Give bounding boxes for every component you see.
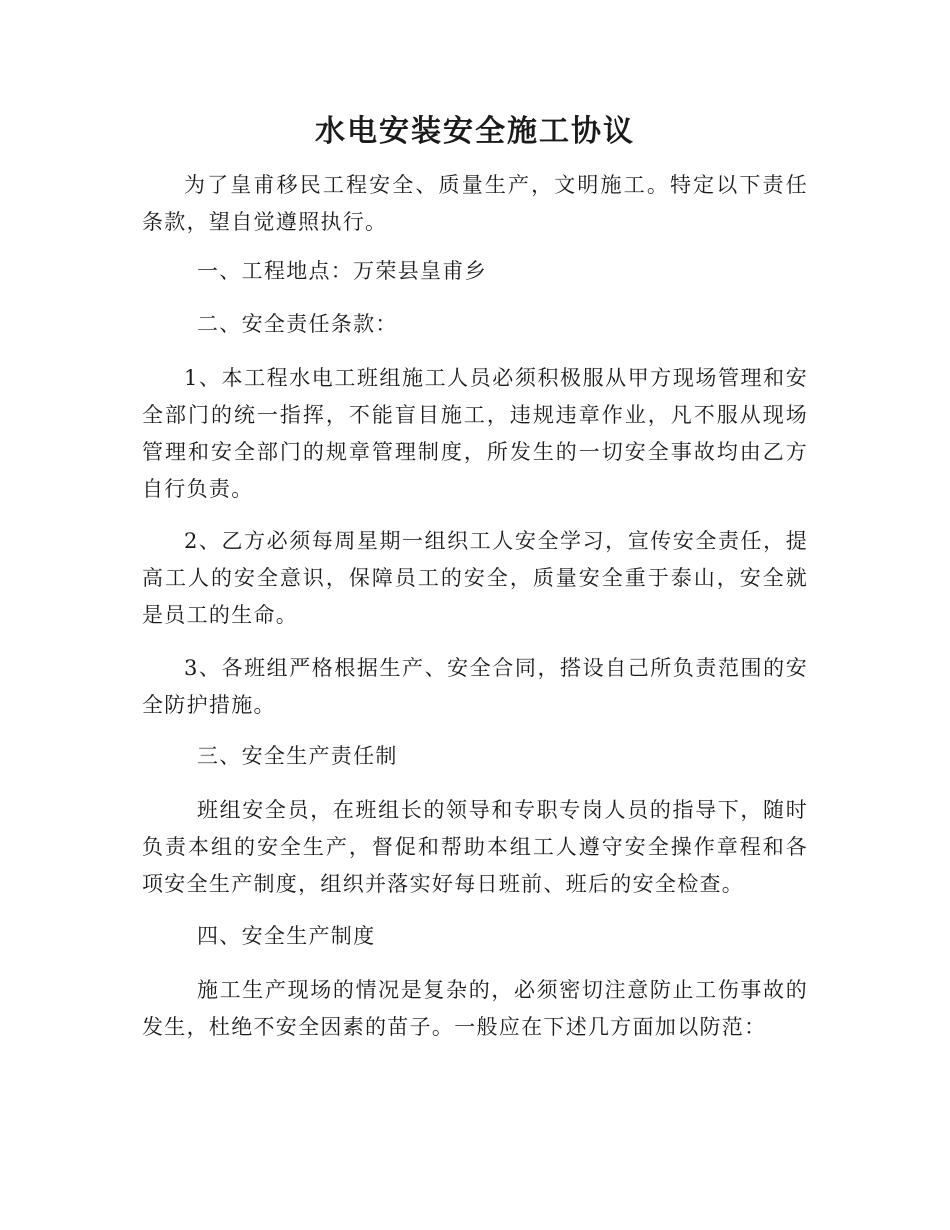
responsibility-paragraph: 班组安全员，在班组长的领导和专职专岗人员的指导下，随时负责本组的安全生产，督促和帮助本组工人遵守安全操作章程和各项安全生产制度，组织并落实好每日班前、班后的安全检查。 (142, 798, 808, 896)
section-heading-location: 一、工程地点：万荣县皇甫乡 (197, 259, 487, 283)
section-heading-responsibility: 三、安全生产责任制 (197, 744, 398, 768)
document-title: 水电安装安全施工协议 (315, 114, 635, 149)
production-system-paragraph: 施工生产现场的情况是复杂的，必须密切注意防止工伤事故的发生，杜绝不安全因素的苗子。一般应在下述几方面加以防范： (142, 978, 808, 1039)
clause-1: 1、本工程水电工班组施工人员必须积极服从甲方现场管理和安全部门的统一指挥，不能盲目施工，违规违章作业，凡不服从现场管理和安全部门的规章管理制度，所发生的一切安全事故均由乙方自行负责。 (142, 366, 808, 501)
section-heading-production-system: 四、安全生产制度 (197, 924, 376, 948)
intro-paragraph: 为了皇甫移民工程安全、质量生产，文明施工。特定以下责任条款，望自觉遵照执行。 (142, 173, 808, 234)
clause-3: 3、各班组严格根据生产、安全合同，搭设自己所负责范围的安全防护措施。 (142, 656, 808, 717)
clause-2: 2、乙方必须每周星期一组织工人安全学习，宣传安全责任，提高工人的安全意识，保障员工的安全，质量安全重于泰山，安全就是员工的生命。 (142, 529, 808, 627)
section-heading-safety-terms: 二、安全责任条款： (197, 312, 398, 336)
